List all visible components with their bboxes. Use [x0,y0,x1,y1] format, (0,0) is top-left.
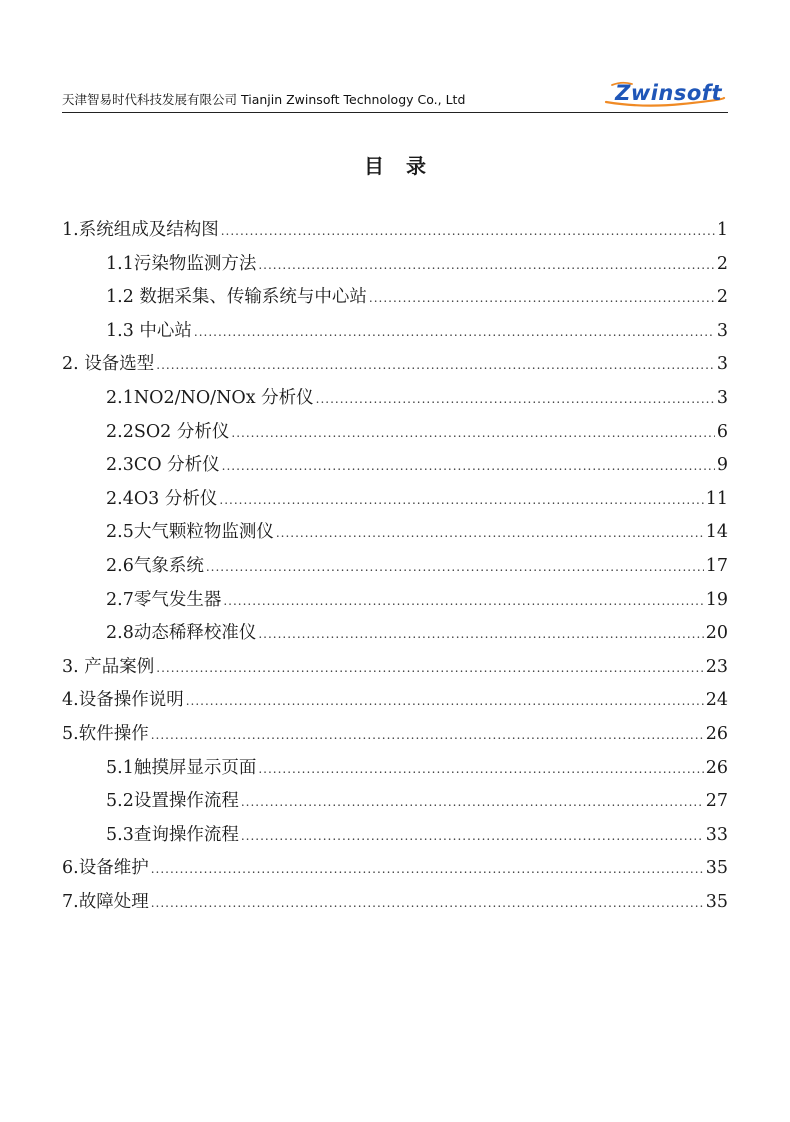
toc-entry-page: 3 [716,354,728,375]
toc-leader-dots [276,517,704,551]
toc-entry-label: 2.8动态稀释校准仪 [106,623,257,644]
toc-leader-dots [151,719,704,753]
toc-entry-page: 11 [705,488,728,509]
toc-leader-dots [316,383,715,417]
toc-entry-page: 14 [705,522,728,543]
toc-entry-page: 17 [705,555,728,576]
toc-entry-label: 7.故障处理 [62,891,149,912]
toc-entry[interactable] [62,483,728,517]
toc-title: 目录 [364,154,448,178]
toc-entry[interactable] [62,651,728,685]
toc-entry[interactable] [62,584,728,618]
toc-leader-dots [241,786,704,820]
toc-entry[interactable] [62,516,728,550]
toc-entry-label: 2.3CO 分析仪 [106,455,220,476]
table-of-contents [62,214,728,919]
toc-entry-label: 1.3 中心站 [106,320,192,341]
toc-entry-label: 6.设备维护 [62,858,149,879]
toc-leader-dots [156,652,703,686]
toc-entry[interactable] [62,281,728,315]
toc-leader-dots [369,282,715,316]
toc-entry[interactable] [62,752,728,786]
toc-leader-dots [258,753,703,787]
toc-entry-label: 5.软件操作 [62,723,149,744]
toc-entry-label: 2.4O3 分析仪 [106,488,218,509]
toc-entry-label: 2.7零气发生器 [106,589,222,610]
toc-entry-page: 3 [716,320,728,341]
toc-entry-page: 2 [716,253,728,274]
toc-entry-label: 3. 产品案例 [62,656,155,677]
toc-entry[interactable] [62,684,728,718]
zwinsoft-logo [602,78,728,108]
toc-entry-label: 5.3查询操作流程 [106,824,239,845]
toc-entry-label: 5.1触摸屏显示页面 [106,757,257,778]
toc-leader-dots [221,215,715,249]
toc-leader-dots [194,316,715,350]
toc-entry[interactable] [62,718,728,752]
toc-entry-page: 9 [716,455,728,476]
toc-entry-page: 6 [716,421,728,442]
toc-entry-label: 2. 设备选型 [62,354,155,375]
toc-leader-dots [223,585,703,619]
toc-entry-label: 5.2设置操作流程 [106,791,239,812]
toc-leader-dots [222,450,715,484]
toc-entry-page: 1 [716,220,728,240]
toc-entry-page: 35 [705,858,728,879]
toc-entry-label: 4.设备操作说明 [62,690,184,711]
toc-entry-page: 35 [705,891,728,912]
logo-text: Zwinsoft [615,81,722,105]
toc-leader-dots [258,618,703,652]
toc-entry-page: 2 [716,287,728,308]
toc-entry[interactable] [62,348,728,382]
toc-leader-dots [258,249,715,283]
toc-leader-dots [186,685,704,719]
toc-entry-label: 2.6气象系统 [106,555,204,576]
toc-entry[interactable] [62,449,728,483]
page-header [62,78,728,113]
toc-leader-dots [151,887,704,921]
toc-leader-dots [206,551,704,585]
toc-entry-label: 1.1污染物监测方法 [106,253,257,274]
toc-leader-dots [231,417,714,451]
toc-leader-dots [156,349,715,383]
company-name: 天津智易时代科技发展有限公司 Tianjin Zwinsoft Technology Co., Ltd [62,92,466,107]
toc-leader-dots [219,484,703,518]
toc-entry-page: 26 [705,723,728,744]
toc-leader-dots [241,820,704,854]
toc-entry[interactable] [62,819,728,853]
toc-entry[interactable] [62,785,728,819]
toc-entry-page: 27 [705,791,728,812]
toc-entry-page: 3 [716,387,728,408]
toc-entry[interactable] [62,315,728,349]
toc-entry[interactable] [62,382,728,416]
toc-entry-page: 33 [705,824,728,845]
toc-entry[interactable] [62,886,728,920]
toc-entry[interactable] [62,248,728,282]
toc-entry-page: 24 [705,690,728,711]
toc-entry[interactable] [62,617,728,651]
toc-entry-page: 26 [705,757,728,778]
toc-entry-label: 1.2 数据采集、传输系统与中心站 [106,287,367,308]
toc-entry-label: 2.5大气颗粒物监测仪 [106,522,274,543]
toc-entry-label: 2.1NO2/NO/NOx 分析仪 [106,387,314,408]
toc-entry[interactable] [62,416,728,450]
toc-entry-page: 19 [705,589,728,610]
toc-entry-page: 20 [705,623,728,644]
toc-entry[interactable] [62,550,728,584]
toc-entry-label: 1.系统组成及结构图 [62,220,219,240]
toc-entry[interactable] [62,852,728,886]
toc-entry[interactable] [62,214,728,248]
toc-leader-dots [151,853,704,887]
toc-entry-label: 2.2SO2 分析仪 [106,421,230,442]
toc-entry-page: 23 [705,656,728,677]
